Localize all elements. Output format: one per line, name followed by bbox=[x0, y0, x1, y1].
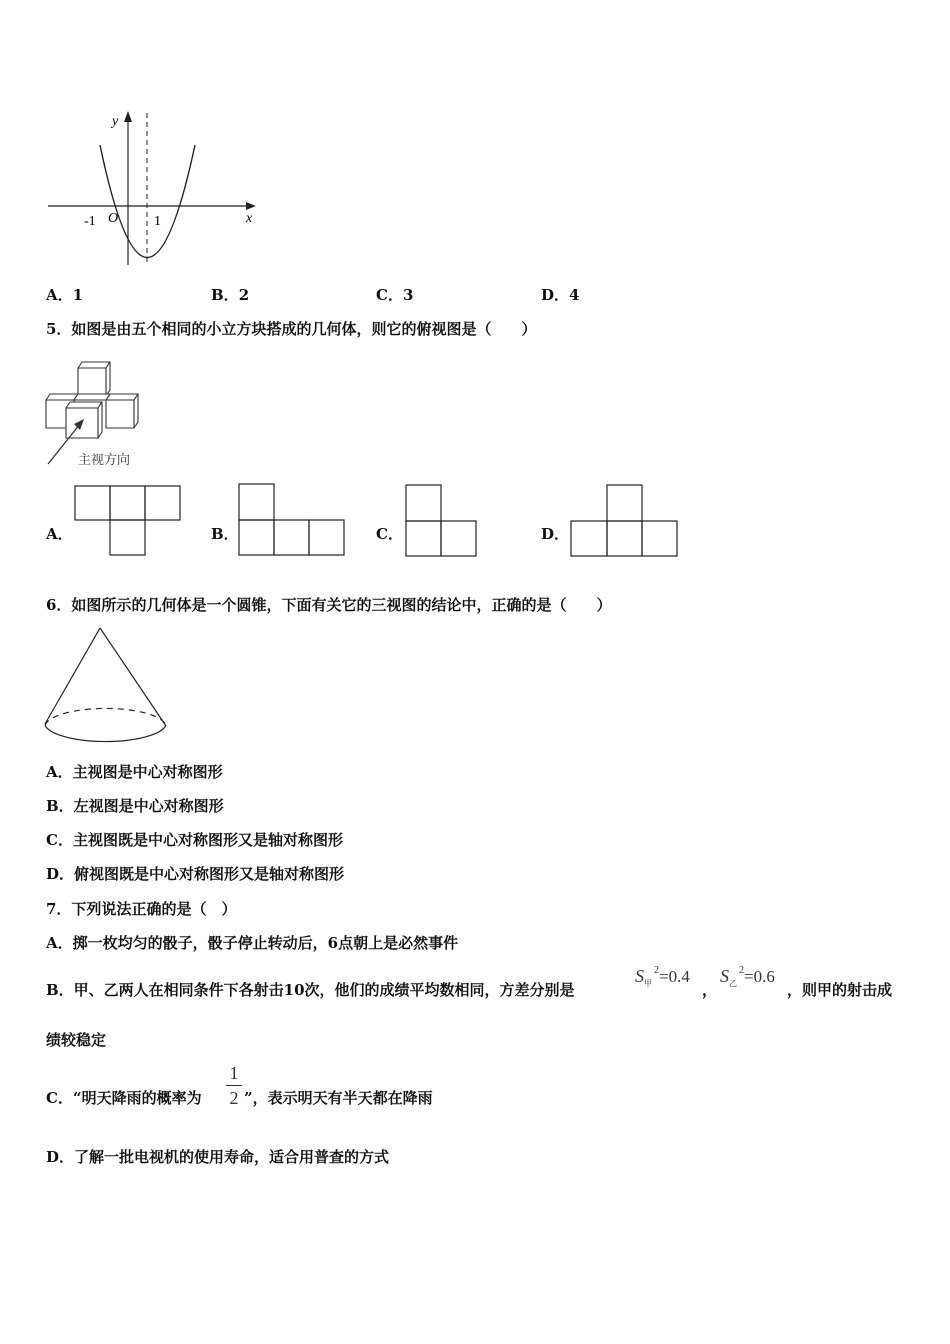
q7-option-b-line2: 绩较稳定 bbox=[46, 1031, 107, 1049]
y-axis-arrow bbox=[124, 111, 132, 122]
q6-option-c[interactable]: C．主视图既是中心对称图形又是轴对称图形 bbox=[46, 831, 343, 849]
comma: ， bbox=[702, 981, 718, 999]
q7-option-c[interactable]: C．“明天降雨的概率为 bbox=[46, 1089, 202, 1107]
q4-option-d[interactable]: D．4 bbox=[541, 286, 580, 304]
q5-option-a-figure bbox=[74, 485, 184, 557]
q7-option-b-tail: ，则甲的射击成 bbox=[787, 981, 893, 999]
q4-option-b[interactable]: B．2 bbox=[211, 286, 250, 304]
q7-option-c-tail: ”，表示明天有半天都在降雨 bbox=[244, 1089, 433, 1107]
q7-option-b-line1[interactable]: B．甲、乙两人在相同条件下各射击10次，他们的成绩平均数相同，方差分别是 bbox=[46, 981, 575, 999]
q5-option-a[interactable]: A． bbox=[46, 525, 73, 543]
q7-option-d[interactable]: D．了解一批电视机的使用寿命，适合用普查的方式 bbox=[46, 1148, 390, 1166]
tick-one: 1 bbox=[154, 214, 161, 229]
q4-option-c[interactable]: C．3 bbox=[376, 286, 414, 304]
tick-neg-one: -1 bbox=[84, 214, 96, 229]
x-label: x bbox=[246, 211, 253, 226]
q5-stem: 5．如图是由五个相同的小立方块搭成的几何体，则它的俯视图是（ ） bbox=[46, 320, 537, 338]
origin-label: O bbox=[108, 211, 119, 226]
y-label: y bbox=[112, 114, 119, 129]
parabola-graph bbox=[40, 105, 270, 270]
q6-option-d[interactable]: D．俯视图既是中心对称图形又是轴对称图形 bbox=[46, 865, 345, 883]
figure-caption: 主视方向 bbox=[78, 453, 131, 468]
q6-option-b[interactable]: B．左视图是中心对称图形 bbox=[46, 797, 224, 815]
variance-yi: $S_乙^2=0.6$ bbox=[720, 965, 775, 988]
q5-option-d[interactable]: D． bbox=[541, 525, 570, 543]
variance-jia: $S_甲^2=0.4$ bbox=[635, 965, 690, 988]
q6-option-a[interactable]: A．主视图是中心对称图形 bbox=[46, 763, 223, 781]
q5-option-c-figure bbox=[405, 484, 480, 558]
fraction-half: 1 2 bbox=[226, 1063, 242, 1108]
q5-option-b[interactable]: B． bbox=[211, 525, 239, 543]
q5-option-b-figure bbox=[238, 483, 348, 557]
q5-option-c[interactable]: C． bbox=[376, 525, 403, 543]
q7-option-a[interactable]: A．掷一枚均匀的骰子，骰子停止转动后，6点朝上是必然事件 bbox=[46, 934, 459, 952]
q4-option-a[interactable]: A．1 bbox=[46, 286, 84, 304]
x-axis-arrow bbox=[246, 202, 256, 210]
cone-figure bbox=[42, 624, 172, 750]
q6-stem: 6．如图所示的几何体是一个圆锥，下面有关它的三视图的结论中，正确的是（ ） bbox=[46, 596, 612, 614]
q7-stem: 7．下列说法正确的是（ ） bbox=[46, 900, 237, 918]
q5-option-d-figure bbox=[570, 484, 682, 558]
